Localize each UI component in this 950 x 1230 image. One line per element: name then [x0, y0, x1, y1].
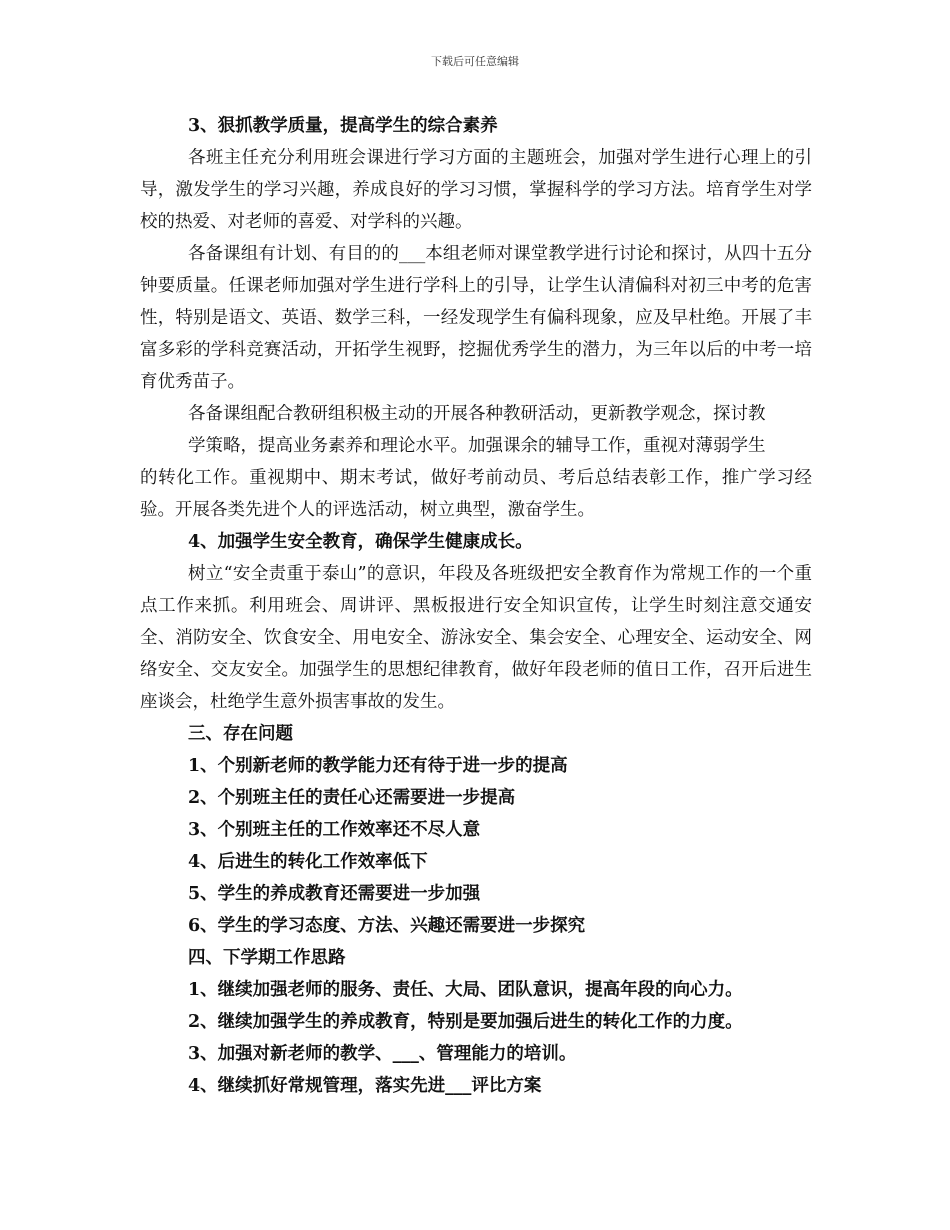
- problem-item: 5、学生的养成教育还需要进一步加强: [188, 884, 481, 904]
- section-heading-3: 3、狠抓教学质量，提高学生的综合素养: [188, 116, 498, 136]
- page-header-note: 下载后可任意编辑: [431, 55, 519, 68]
- paragraph: 树立“安全责重于泰山”的意识，年段及各班级把安全教育作为常规工作的一个重点工作来抓。利用班会、周讲评、黑板报进行安全知识宣传，让学生时刻注意交通安全、消防安全、饮食安全、用电安全、游泳安全、集会安全、心理安全、运动安全、网络安全、交友安全。加强学生的思想纪律教育，做好年段老师的值日工作，召开后进生座谈会，杜绝学生意外损害事故的发生。: [140, 564, 812, 712]
- plan-item: 2、继续加强学生的养成教育，特别是要加强后进生的转化工作的力度。: [188, 1012, 743, 1032]
- paragraph-line: 学策略，提高业务素养和理论水平。加强课余的辅导工作，重视对薄弱学生: [188, 436, 766, 456]
- paragraph-line: 各备课组配合教研组积极主动的开展各种教研活动，更新教学观念，探讨教: [188, 404, 766, 424]
- plan-item: 1、继续加强老师的服务、责任、大局、团队意识，提高年段的向心力。: [188, 980, 743, 1000]
- section-heading-4: 4、加强学生安全教育，确保学生健康成长。: [188, 532, 533, 552]
- problem-item: 1、个别新老师的教学能力还有待于进一步的提高: [188, 756, 568, 776]
- problem-item: 3、个别班主任的工作效率还不尽人意: [188, 820, 481, 840]
- paragraph: 各班主任充分利用班会课进行学习方面的主题班会，加强对学生进行心理上的引导，激发学生的学习兴趣，养成良好的学习习惯，掌握科学的学习方法。培育学生对学校的热爱、对老师的喜爱、对学科的兴趣。: [140, 148, 812, 232]
- problem-item: 6、学生的学习态度、方法、兴趣还需要进一步探究: [188, 916, 586, 936]
- plan-item: 4、继续抓好常规管理，落实先进___评比方案: [188, 1076, 542, 1096]
- problem-item: 4、后进生的转化工作效率低下: [188, 852, 428, 872]
- problems-heading: 三、存在问题: [188, 724, 293, 744]
- paragraph: 的转化工作。重视期中、期末考试，做好考前动员、考后总结表彰工作，推广学习经验。开展各类先进个人的评选活动，树立典型，激奋学生。: [140, 468, 812, 520]
- document-body: [140, 110, 812, 1102]
- plan-heading: 四、下学期工作思路: [188, 948, 346, 968]
- plan-item: 3、加强对新老师的教学、___、管理能力的培训。: [188, 1044, 577, 1064]
- problem-item: 2、个别班主任的责任心还需要进一步提高: [188, 788, 516, 808]
- paragraph: 各备课组有计划、有目的的___本组老师对课堂教学进行讨论和探讨，从四十五分钟要质量。任课老师加强对学生进行学科上的引导，让学生认清偏科对初三中考的危害性，特别是语文、英语、数学三科，一经发现学生有偏科现象，应及早杜绝。开展了丰富多彩的学科竞赛活动，开拓学生视野，挖掘优秀学生的潜力，为三年以后的中考一培育优秀苗子。: [140, 244, 812, 392]
